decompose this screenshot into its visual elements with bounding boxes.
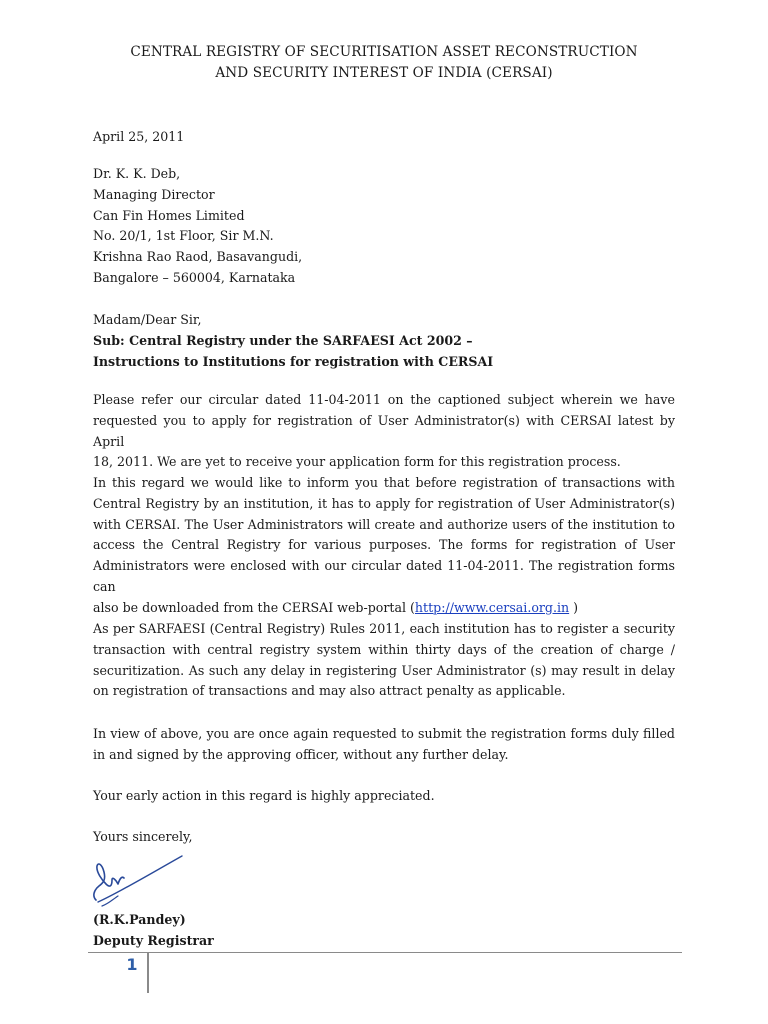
paragraph-text: ): [569, 599, 579, 615]
letterhead: [60, 42, 708, 84]
recipient-line: Dr. K. K. Deb,: [93, 166, 181, 181]
paragraph-5: Your early action in this regard is highly appreciated.: [93, 788, 435, 803]
paragraph-line: transaction with central registry system within thirty days of the creation of charge /: [93, 641, 675, 657]
paragraph-line: Central Registry by an institution, it has to apply for registration of User Administrator(s): [93, 495, 675, 511]
recipient-line: Krishna Rao Raod, Basavangudi,: [93, 249, 303, 265]
page-number: 1: [126, 955, 138, 974]
paragraph-line: with CERSAI. The User Administrators will create and authorize users of the institution to: [93, 516, 675, 532]
signatory-name: (R.K.Pandey): [93, 912, 186, 927]
subject-line-2: Instructions to Institutions for registration with CERSAI: [93, 353, 494, 369]
closing: Yours sincerely,: [93, 829, 193, 844]
paragraph-line: on registration of transactions and may also attract penalty as applicable.: [93, 683, 566, 699]
signature-image: [90, 850, 186, 910]
paragraph-4: [93, 724, 675, 766]
paragraph-line: [93, 598, 675, 619]
paragraph-3: [93, 619, 675, 702]
letterhead-line-1: CENTRAL REGISTRY OF SECURITISATION ASSET RECONSTRUCTION: [130, 44, 638, 60]
paragraph-line: securitization. As such any delay in registering User Administrator (s) may result in delay: [93, 662, 675, 678]
paragraph-line: As per SARFAESI (Central Registry) Rules 2011, each institution has to register a security: [93, 621, 675, 636]
paragraph-line: In this regard we would like to inform you that before registration of transactions with: [93, 475, 675, 490]
recipient-line: Can Fin Homes Limited: [93, 207, 245, 223]
paragraph-line: In view of above, you are once again requested to submit the registration forms duly filled: [93, 726, 675, 741]
letter-date: April 25, 2011: [93, 129, 185, 144]
subject-block: [93, 310, 675, 372]
salutation: Madam/Dear Sir,: [93, 312, 202, 327]
paragraph-1: [93, 390, 675, 473]
recipient-address: [93, 164, 675, 289]
signatory-block: [93, 910, 675, 952]
paragraph-line: Administrators were enclosed with our circular dated 11-04-2011. The registration forms can: [93, 558, 675, 594]
recipient-line: Bangalore – 560004, Karnataka: [93, 269, 296, 285]
paragraph-line: access the Central Registry for various purposes. The forms for registration of User: [93, 537, 675, 553]
recipient-line: No. 20/1, 1st Floor, Sir M.N.: [93, 228, 274, 244]
paragraph-line: in and signed by the approving officer, without any further delay.: [93, 746, 509, 762]
footer-divider: [147, 953, 149, 993]
signatory-title: Deputy Registrar: [93, 932, 214, 948]
paragraph-2: [93, 473, 675, 619]
subject-line-1: Sub: Central Registry under the SARFAESI Act 2002 –: [93, 332, 473, 348]
letterhead-line-2: AND SECURITY INTEREST OF INDIA (CERSAI): [215, 65, 553, 81]
recipient-line: Managing Director: [93, 186, 215, 202]
paragraph-line: 18, 2011. We are yet to receive your application form for this registration process.: [93, 454, 621, 470]
paragraph-text: also be downloaded from the CERSAI web-portal (: [93, 599, 415, 615]
paragraph-line: Please refer our circular dated 11-04-2011 on the captioned subject wherein we have: [93, 392, 675, 407]
footer-rule: [88, 952, 682, 953]
cersai-portal-link[interactable]: http://www.cersai.org.in: [414, 599, 570, 615]
paragraph-line: requested you to apply for registration of User Administrator(s) with CERSAI latest by April: [93, 412, 675, 449]
